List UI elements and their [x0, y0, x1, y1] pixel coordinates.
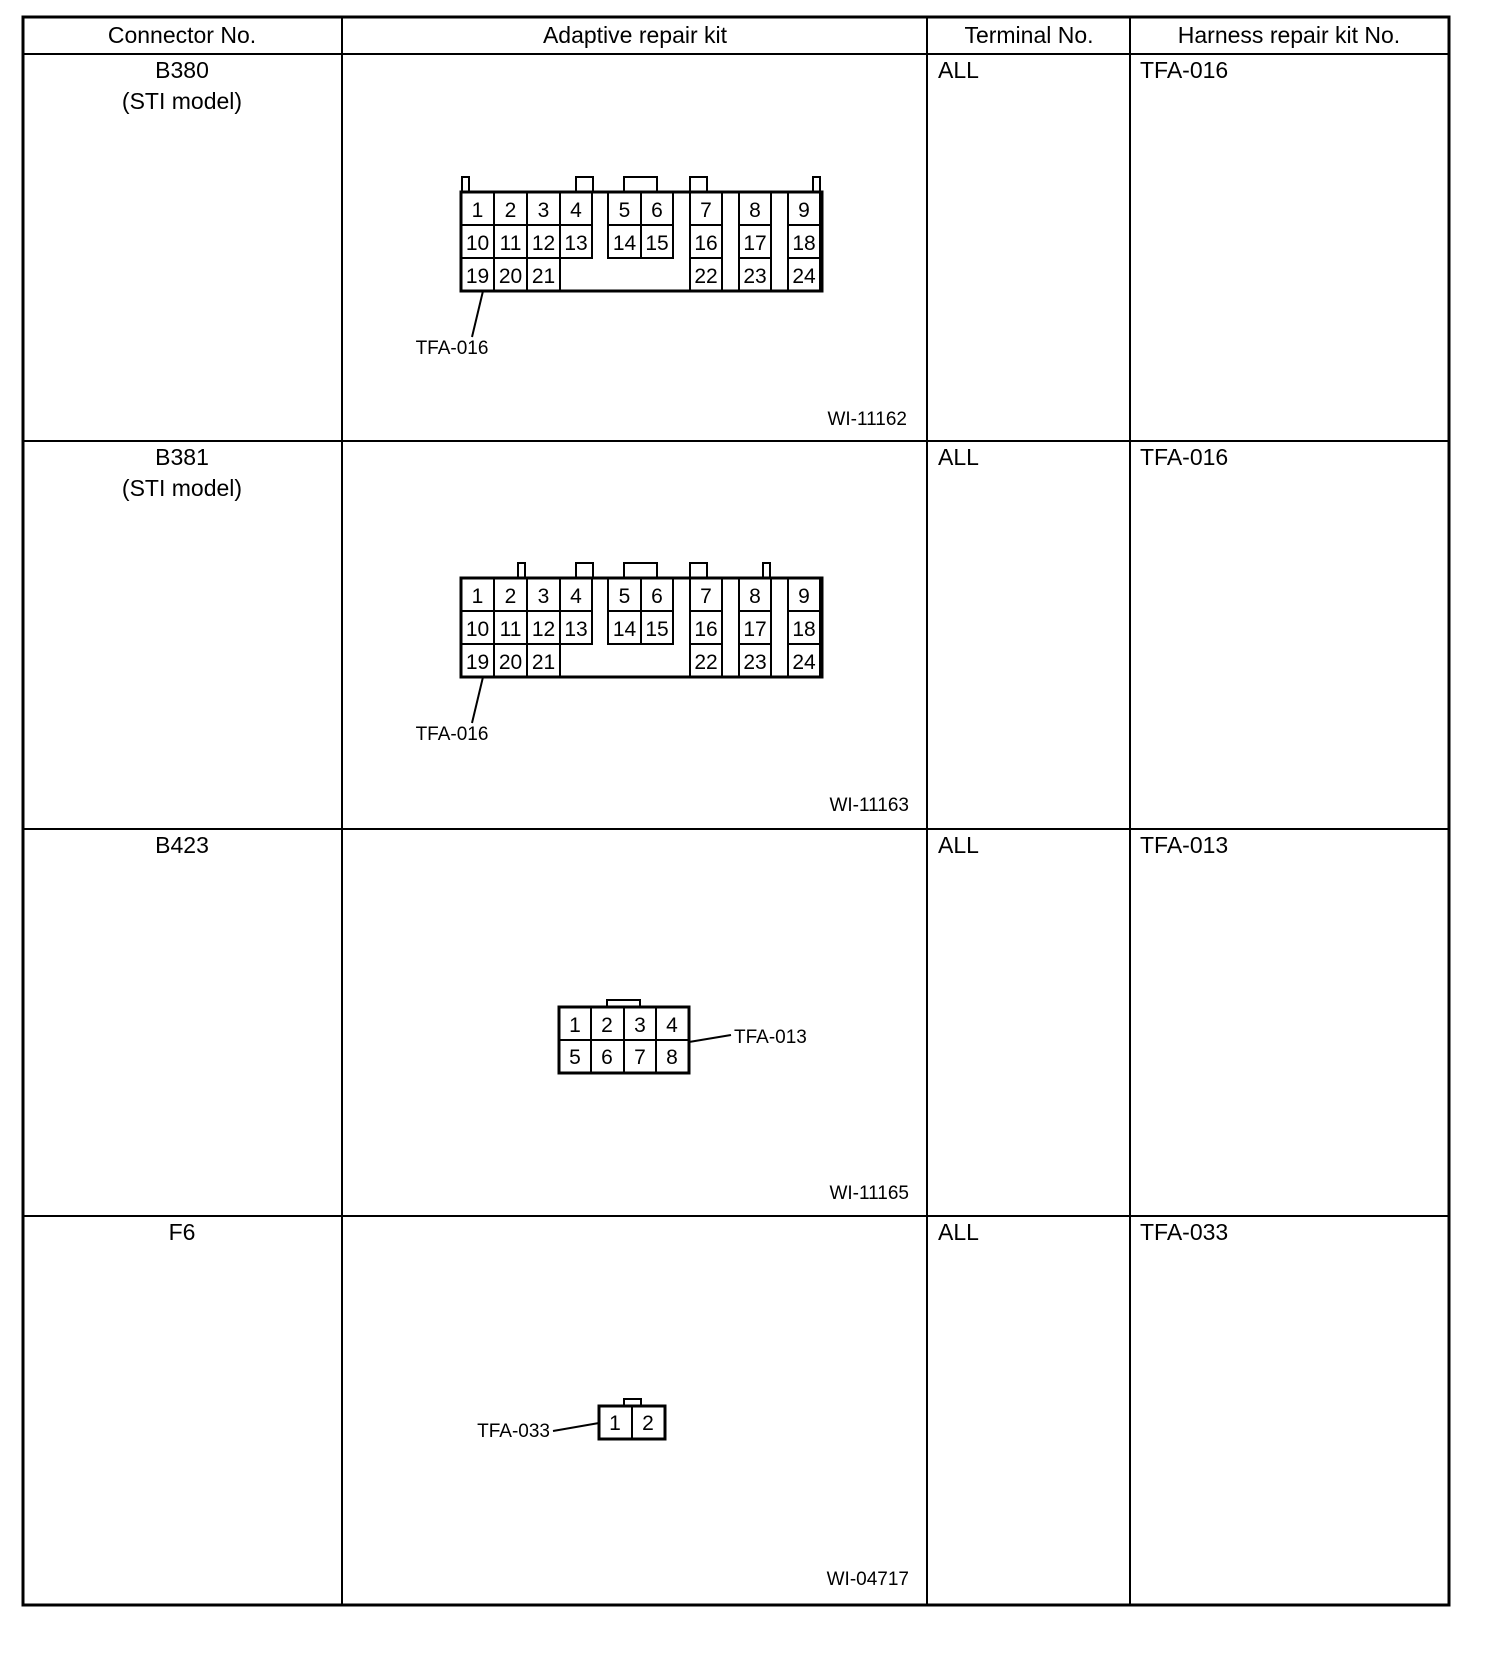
table-row: [155, 832, 1228, 1204]
header-connector-no: Connector No.: [107, 22, 257, 48]
pin-label: 1: [471, 199, 484, 222]
pin-label: 14: [612, 618, 637, 641]
pin-label: 19: [465, 651, 490, 674]
pin-label: 10: [465, 618, 490, 641]
header-harness-repair-kit-no: Harness repair kit No.: [1177, 22, 1401, 48]
pin-label: 4: [570, 199, 582, 222]
connector-no: B381: [155, 444, 209, 470]
harness-repair-kit-no: TFA-016: [1140, 444, 1229, 470]
pin-label: 1: [609, 1412, 621, 1435]
connector-diagram-8pin: [559, 1000, 807, 1073]
table-header: [108, 22, 1400, 48]
leader-line: [689, 1035, 731, 1042]
pin-label: 24: [792, 265, 816, 288]
kit-label: TFA-016: [415, 724, 489, 745]
pin-label: 18: [792, 618, 816, 641]
pin-label: 2: [504, 199, 517, 222]
pin-label: 11: [499, 232, 522, 255]
leader-line: [553, 1423, 599, 1431]
pin-label: 8: [749, 585, 761, 608]
pin-label: 5: [618, 585, 631, 608]
connector-diagram-24pin: [416, 177, 822, 359]
pin-label: 2: [601, 1014, 613, 1037]
pin-label: 4: [666, 1014, 678, 1037]
harness-repair-kit-no: TFA-016: [1140, 57, 1229, 83]
pin-label: 3: [634, 1014, 646, 1037]
pin-label: 22: [694, 265, 718, 288]
harness-repair-kit-no: TFA-013: [1140, 832, 1229, 858]
harness-repair-kit-no: TFA-033: [1140, 1219, 1229, 1245]
pin-label: 23: [743, 651, 767, 674]
pin-label: 2: [504, 585, 517, 608]
pin-label: 9: [798, 585, 810, 608]
pin-label: 7: [700, 199, 712, 222]
figure-id: WI-04717: [826, 1569, 909, 1590]
pin-label: 5: [618, 199, 631, 222]
kit-label: TFA-016: [415, 338, 489, 359]
pin-label: 3: [537, 199, 550, 222]
pin-label: 4: [570, 585, 582, 608]
pin-label: 19: [465, 265, 490, 288]
pin-label: 15: [645, 232, 669, 255]
pin-label: 20: [498, 651, 523, 674]
connector-diagram-2pin: [477, 1399, 665, 1442]
pin-label: 2: [642, 1412, 654, 1435]
pin-label: 16: [694, 232, 718, 255]
pin-label: 1: [471, 585, 484, 608]
figure-id: WI-11163: [829, 795, 909, 816]
table-grid: [23, 17, 1449, 1605]
pin-label: 12: [531, 618, 556, 641]
connector-note: (STI model): [121, 88, 243, 114]
pin-label: 13: [564, 232, 588, 255]
pin-label: 12: [531, 232, 556, 255]
pin-label: 18: [792, 232, 816, 255]
pin-label: 22: [694, 651, 718, 674]
pin-label: 5: [569, 1046, 581, 1069]
pin-label: 10: [465, 232, 490, 255]
terminal-no: ALL: [938, 832, 979, 858]
pin-label: 15: [645, 618, 669, 641]
pin-label: 3: [537, 585, 550, 608]
pin-label: 9: [798, 199, 810, 222]
terminal-no: ALL: [938, 444, 979, 470]
pin-label: 6: [651, 199, 663, 222]
kit-label: TFA-013: [734, 1027, 807, 1048]
pin-label: 7: [634, 1046, 646, 1069]
pin-label: 14: [612, 232, 637, 255]
pin-label: 24: [792, 651, 816, 674]
pin-label: 17: [743, 618, 767, 641]
connector-diagram-24pin: [416, 563, 822, 745]
kit-label: TFA-033: [477, 1421, 550, 1442]
figure-id: WI-11165: [829, 1183, 909, 1204]
pin-label: 17: [743, 232, 767, 255]
pin-label: 23: [743, 265, 767, 288]
table-row: [122, 57, 1228, 430]
pin-label: 21: [531, 651, 556, 674]
table-row: [122, 444, 1228, 816]
connector-no: B423: [155, 832, 209, 858]
pin-label: 7: [700, 585, 712, 608]
pin-label: 8: [749, 199, 761, 222]
pin-label: 21: [531, 265, 556, 288]
connector-no: B380: [155, 57, 209, 83]
leader-line: [472, 677, 483, 723]
connector-no: F6: [168, 1219, 196, 1245]
terminal-no: ALL: [938, 1219, 979, 1245]
pin-label: 11: [499, 618, 522, 641]
pin-label: 6: [651, 585, 663, 608]
pin-label: 16: [694, 618, 718, 641]
pin-label: 8: [666, 1046, 678, 1069]
pin-label: 1: [569, 1014, 581, 1037]
pin-label: 13: [564, 618, 588, 641]
figure-id: WI-11162: [827, 409, 907, 430]
header-terminal-no: Terminal No.: [964, 22, 1094, 48]
connector-note: (STI model): [121, 475, 243, 501]
leader-line: [472, 291, 483, 337]
table-row: [169, 1219, 1229, 1590]
pin-label: 20: [498, 265, 523, 288]
pin-label: 6: [601, 1046, 613, 1069]
header-adaptive-repair-kit: Adaptive repair kit: [542, 22, 728, 48]
terminal-no: ALL: [938, 57, 979, 83]
